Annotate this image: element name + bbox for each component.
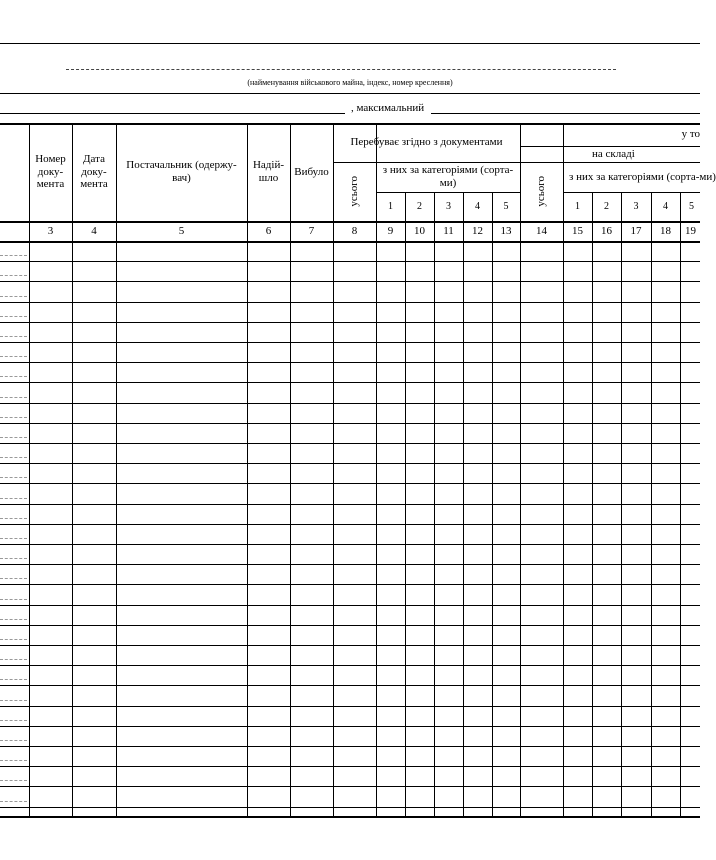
col-arrived-label: Надій-шло xyxy=(252,159,285,184)
table-row-border xyxy=(0,281,700,282)
row-dash xyxy=(0,538,27,539)
total-2-header xyxy=(520,162,563,221)
row-dash xyxy=(0,700,27,701)
cat1-num-3: 3 xyxy=(446,200,451,212)
col-doc-number-label: Номер доку-мента xyxy=(35,153,66,191)
column-divider xyxy=(520,123,521,816)
table-row-border xyxy=(0,524,700,525)
row-dash xyxy=(0,437,27,438)
max-right-line xyxy=(431,113,700,114)
colnum-5: 5 xyxy=(178,224,185,237)
table-row-border xyxy=(0,625,700,626)
item-name-caption: (найменування військового майна, індекс, номер креслення) xyxy=(247,78,453,87)
table-row-border xyxy=(0,544,700,545)
column-divider xyxy=(116,123,117,816)
colnum-16: 16 xyxy=(601,224,612,237)
table-row-border xyxy=(0,746,700,747)
row-dash xyxy=(0,760,27,761)
column-divider xyxy=(376,123,377,816)
table-row-border xyxy=(0,362,700,363)
colnum-7: 7 xyxy=(308,224,315,237)
in-warehouse-label: на складі xyxy=(592,147,635,160)
categories-1-label: з них за категоріями (сорта-ми) xyxy=(382,164,514,189)
cat2-num-3: 3 xyxy=(633,200,639,212)
table-row-border xyxy=(0,726,700,727)
col-doc-date-header xyxy=(72,123,116,221)
header-divider xyxy=(563,192,700,193)
row-dash xyxy=(0,720,27,721)
table-row-border xyxy=(0,302,700,303)
cat1-num-5: 5 xyxy=(503,200,509,212)
cat2-num-4: 4 xyxy=(663,200,668,212)
table-row-border xyxy=(0,605,700,606)
col-supplier-header xyxy=(116,123,247,221)
column-divider xyxy=(247,123,248,816)
row-dash xyxy=(0,619,27,620)
row-dash xyxy=(0,578,27,579)
row-dash xyxy=(0,417,27,418)
table-row-border xyxy=(0,665,700,666)
colnum-8: 8 xyxy=(351,224,358,237)
total-1-label: усього xyxy=(348,176,361,207)
header-rule xyxy=(0,93,700,94)
table-row-border xyxy=(0,645,700,646)
row-dash xyxy=(0,518,27,519)
table-row-border xyxy=(0,584,700,585)
column-divider xyxy=(290,123,291,816)
table-row-border xyxy=(0,322,700,323)
header-bottom-border xyxy=(0,221,700,223)
colnum-6: 6 xyxy=(265,224,272,237)
table-row-border xyxy=(0,342,700,343)
cat2-num-5: 5 xyxy=(689,200,694,212)
row-dash xyxy=(0,679,27,680)
col-doc-date-label: Дата доку-мента xyxy=(80,153,108,191)
table-row-border xyxy=(0,685,700,686)
header-divider xyxy=(520,146,700,147)
table-row-border xyxy=(0,483,700,484)
col-departed-label: Вибуло xyxy=(294,165,329,178)
table-row-border xyxy=(0,766,700,767)
row-dash xyxy=(0,599,27,600)
row-dash xyxy=(0,801,27,802)
cat1-num-1: 1 xyxy=(388,200,393,212)
colnum-15: 15 xyxy=(572,224,583,237)
colnum-4: 4 xyxy=(91,224,97,237)
colnum-row-border xyxy=(0,241,700,243)
table-top-border xyxy=(0,123,700,125)
in-warehouse-header xyxy=(520,146,700,162)
col-supplier-label: Постачальник (одержу-вач) xyxy=(126,159,237,184)
colnum-13: 13 xyxy=(500,224,512,237)
max-left-line xyxy=(0,113,345,114)
colnum-10: 10 xyxy=(414,224,425,237)
colnum-19: 19 xyxy=(685,224,696,237)
max-label: , максимальний xyxy=(351,102,425,114)
cat2-num-2: 2 xyxy=(604,200,609,212)
cat2-num-1: 1 xyxy=(575,200,580,212)
top-rule xyxy=(0,43,700,44)
row-dash xyxy=(0,275,27,276)
column-divider xyxy=(29,123,30,816)
table-row-border xyxy=(0,403,700,404)
row-dash xyxy=(0,780,27,781)
row-dash xyxy=(0,558,27,559)
column-divider xyxy=(333,123,334,816)
row-dash xyxy=(0,659,27,660)
column-divider xyxy=(563,123,564,816)
colnum-18: 18 xyxy=(660,224,671,237)
categories-1-header xyxy=(376,162,520,192)
table-row-border xyxy=(0,504,700,505)
table-row-border xyxy=(0,786,700,787)
row-dash xyxy=(0,477,27,478)
table-row-border xyxy=(0,261,700,262)
total-2-label: усього xyxy=(535,176,548,207)
column-divider xyxy=(72,123,73,816)
table-row-border xyxy=(0,463,700,464)
row-dash xyxy=(0,336,27,337)
col-arrived-header xyxy=(247,123,290,221)
categories-2-header xyxy=(563,162,716,192)
header-divider xyxy=(376,192,520,193)
total-1-header xyxy=(333,162,376,221)
table-row-border xyxy=(0,382,700,383)
row-dash xyxy=(0,296,27,297)
colnum-12: 12 xyxy=(472,224,483,237)
by-documents-header xyxy=(333,123,520,162)
colnum-11: 11 xyxy=(443,224,454,237)
item-name-line xyxy=(66,69,616,70)
header-divider xyxy=(333,162,520,163)
table-bottom-border xyxy=(0,816,700,818)
colnum-17: 17 xyxy=(630,224,642,237)
row-dash xyxy=(0,639,27,640)
colnum-9: 9 xyxy=(387,224,394,237)
in-that-header xyxy=(520,123,700,146)
row-dash xyxy=(0,356,27,357)
table-row-border xyxy=(0,564,700,565)
row-dash xyxy=(0,255,27,256)
table-row-border xyxy=(0,807,700,808)
row-dash xyxy=(0,740,27,741)
col-departed-header xyxy=(290,123,333,221)
row-dash xyxy=(0,498,27,499)
row-dash xyxy=(0,397,27,398)
in-that-label: у то xyxy=(681,128,700,141)
row-dash xyxy=(0,376,27,377)
colnum-14: 14 xyxy=(536,224,547,237)
table-row-border xyxy=(0,706,700,707)
header-divider xyxy=(520,162,700,163)
col-doc-number-header xyxy=(29,123,72,221)
by-documents-label: Перебуває згідно з документами xyxy=(350,136,503,149)
cat1-num-4: 4 xyxy=(475,200,480,212)
row-dash xyxy=(0,316,27,317)
colnum-3: 3 xyxy=(47,224,54,237)
table-row-border xyxy=(0,423,700,424)
cat1-num-2: 2 xyxy=(417,200,422,212)
categories-2-label: з них за категоріями (сорта-ми) xyxy=(569,170,716,183)
row-dash xyxy=(0,457,27,458)
table-row-border xyxy=(0,443,700,444)
